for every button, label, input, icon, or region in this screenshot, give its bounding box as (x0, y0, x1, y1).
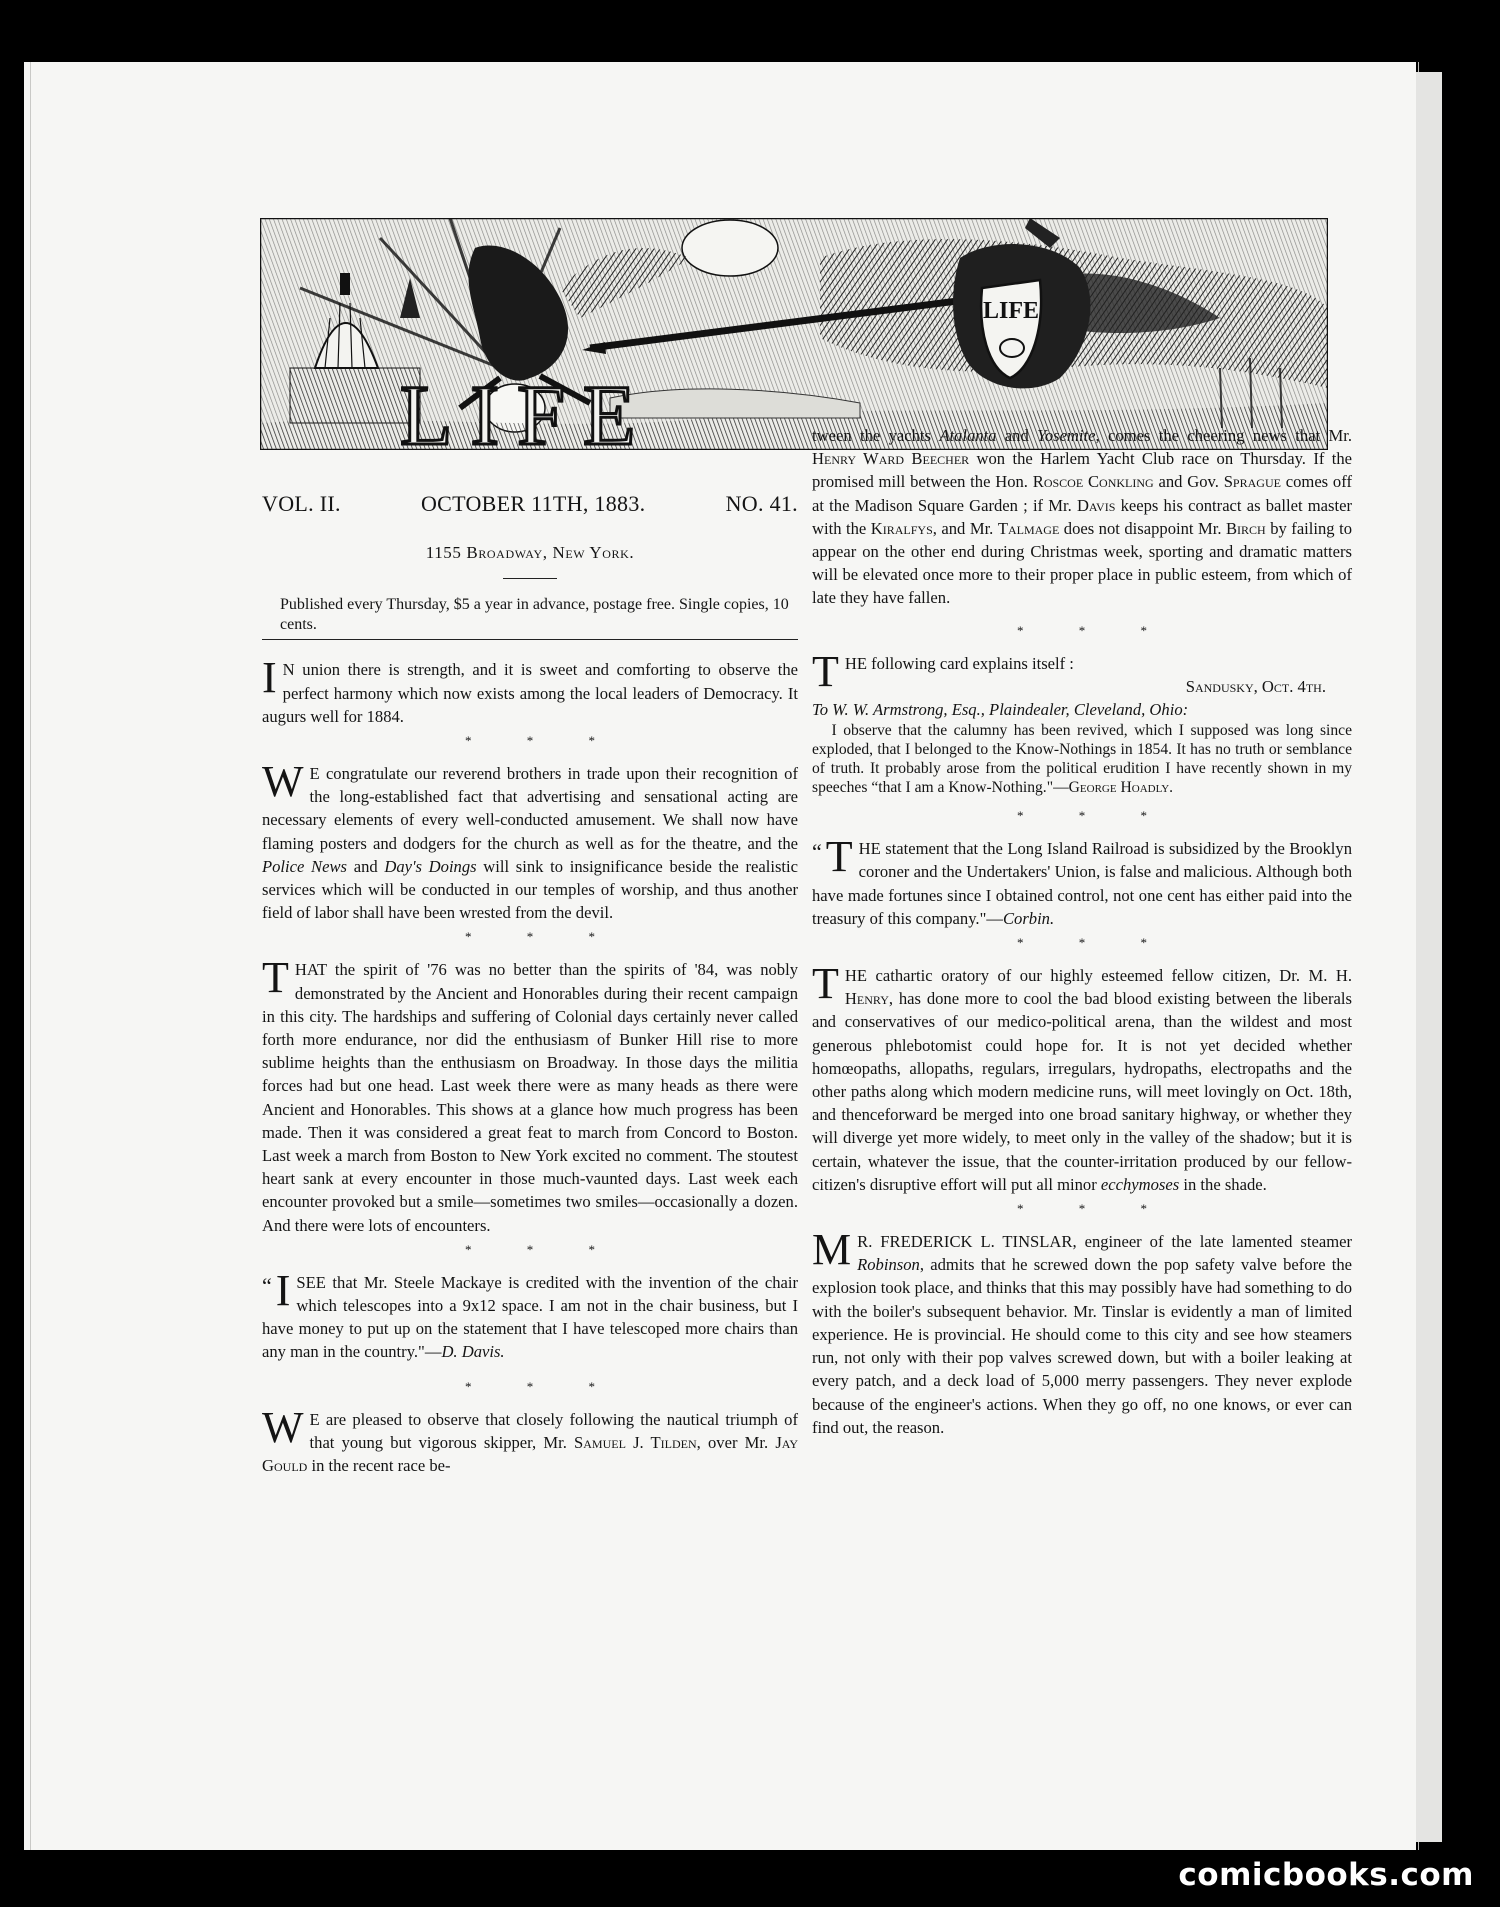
section-separator: * * * (1017, 808, 1173, 824)
paragraph-text: , and Mr. (932, 518, 998, 538)
address-street: Broadway, New York. (466, 543, 635, 563)
issue-number: NO. 41. (725, 491, 798, 516)
address-number: 1155 (425, 543, 462, 563)
editorial-paragraph (262, 653, 798, 728)
paragraph-text: HE statement that the Long Island Railroad is subsidized by the Brooklyn coroner and the Undertakers' Union, is false and malicious. Although both have made fortunes since I obtained control, not one cent has either paid into the treasury of this company."— (812, 839, 1352, 928)
paragraph-text: and Gov. (1153, 472, 1224, 492)
drop-cap: W (262, 757, 304, 807)
paragraph-text: N union there is strength, and it is sweet and comforting to observe the perfect harmony which now exists among the local leaders of Democracy. It augurs well for 1884. (262, 660, 798, 726)
drop-cap: I (262, 653, 277, 703)
section-separator: * * * (465, 1378, 621, 1394)
drop-cap: W (262, 1402, 304, 1452)
paragraph-text: , has done more to cool the bad blood existing between the liberals and conservatives of our medico-political arena, than the wildest and most generous phlebotomist could hope for. It is not yet decided whether homœopaths, allopaths, regulars, irregulars, hydropaths, electropaths and the other paths along which modern medicine runs, will meet lovingly on Oct. 18th, and thenceforward be merged into one broad sanitary highway, or whether they will diverge yet more widely, to meet only in the valley of the shadow; but it is certain, whatever the issue, that the counter-irritation produced by our fellow-citizen's disruptive effort will put all minor (812, 989, 1352, 1194)
card-dateline: Sandusky, Oct. 4th. (1185, 676, 1326, 696)
italic-title: Atalanta (939, 426, 997, 445)
section-separator: * * * (1017, 1201, 1173, 1217)
short-rule (503, 578, 557, 579)
paragraph-text: SEE that Mr. Steele Mackaye is credited with the invention of the chair which telescopes into a 9x12 space. I am not in the chair business, but I have money to put up on the statement that I have telescoped more chairs than any man in the country."— (262, 1272, 798, 1362)
quote-author: D. Davis. (441, 1342, 505, 1362)
drop-cap: T (812, 646, 839, 696)
paragraph-text: in the recent race be- (307, 1456, 451, 1476)
name-small-caps: Birch (1225, 518, 1266, 538)
italic-title: Robinson (857, 1255, 920, 1275)
paragraph-text: and (347, 856, 385, 876)
paragraph-text: will sink to insignificance beside the realistic services which will be conducted in our temples of worship, and thus another field of labor shall have been wrested from the devil. (262, 856, 798, 923)
name-small-caps: Jay Gould (262, 1432, 799, 1476)
facing-page-edge (1416, 72, 1442, 1842)
name-small-caps: Henry Ward Beecher (812, 449, 970, 469)
card-signature: George Hoadly. (1068, 779, 1174, 797)
editorial-paragraph (812, 959, 1352, 1196)
name-small-caps: Sprague (1223, 472, 1281, 492)
right-column (812, 424, 1352, 1439)
publication-note: Published every Thursday, $5 a year in advance, postage free. Single copies, 10 cents. (280, 596, 789, 634)
name-small-caps: Davis (1076, 495, 1116, 515)
paragraph-text: and (996, 426, 1038, 445)
italic-term: ecchymoses (1100, 1174, 1180, 1194)
card-body (812, 721, 1352, 797)
drop-cap: M (812, 1225, 852, 1275)
name-small-caps: Roscoe Conkling (1032, 472, 1154, 492)
editorial-paragraph (262, 1402, 799, 1478)
name-small-caps: Samuel J. Tilden (574, 1432, 697, 1452)
paragraph-text: , admits that he screwed down the pop safety valve before the explosion took place, and thinks that this may possibly have had something to do with the boiler's subsequent behavior. Mr. Tinslar is evidently a man of limited experience. He is provincial. He should come to this city and see how steamers run, not only with their pop valves screwed down, but with a boiler leaking at every patch, and a deck load of 5,000 merry passengers. They never explode because of the engineer's actions. When they go off, no one knows, or ever can find out, the reason. (812, 1255, 1352, 1437)
section-separator: * * * (1017, 935, 1173, 951)
paragraph-text: HE cathartic oratory of our highly esteemed fellow citizen, Dr. M. H. (844, 966, 1352, 986)
editorial-paragraph (262, 757, 798, 924)
paragraph-text: E congratulate our reverend brothers in trade upon their recognition of the long-established fact that advertising and sensational acting are necessary elements of every well-conducted amusement. We shall now have flaming posters and dodgers for the church as well as for the theatre, and the (262, 764, 798, 853)
section-separator: * * * (465, 733, 621, 749)
editorial-paragraph (262, 953, 798, 1236)
paragraph-text: by failing to appear on the other end during Christmas week, sporting and dramatic matters will be elevated once more to their proper place in public esteem, from which of late they have fallen. (812, 518, 1352, 608)
page-border-line (30, 62, 31, 1850)
paragraph-text: E are pleased to observe that closely following the nautical triumph of that young but vigorous skipper, Mr. (309, 1409, 798, 1452)
name-small-caps: Talmage (997, 518, 1060, 538)
paragraph-text: won the Harlem Yacht Club race on Thursday. If the promised mill between the Hon. (812, 449, 1353, 492)
issue-date: OCTOBER 11TH, 1883. (420, 491, 646, 516)
address-line (262, 541, 798, 564)
paragraph-text: comes off at the Madison Square Garden ; if Mr. (812, 472, 1352, 515)
section-rule (262, 639, 798, 640)
paragraph-text: keeps his contract as ballet master with the (812, 495, 1352, 538)
drop-cap: T (262, 953, 289, 1003)
paragraph-text: , comes the cheering news that Mr. (1095, 426, 1352, 445)
paragraph-text: HAT the spirit of '76 was no better than the spirits of '84, was nobly demonstrated by the Ancient and Honorables during their recent campaign in this city. The hardships and suffering of Colonial days certainly never called forth more endurance, nor did the enthusiasm of Bunker Hill rise to more sublime heights than the enthusiasm on Broadway. In those days the militia forces had but one head. Last week there were as many heads as there were Ancient and Honorables. This shows at a glance how much progress has been made. Then it was considered a great feat to march from Concord to Boston. Last week a march from Boston to New York excited no comment. The stoutest heart sank at every encounter in those much-vaunted days. Last week each encounter provoked but a smile—sometimes two smiles—occasionally a dozen. And there were lots of encounters. (262, 960, 798, 1235)
paragraph-text: tween the yachts (812, 426, 940, 445)
issue-line (262, 492, 798, 515)
life-logo-text: LIFE (400, 367, 654, 450)
masthead-illustration (260, 218, 1328, 450)
card-addressee: To W. W. Armstrong, Esq., Plaindealer, Cleveland, Ohio: (812, 700, 1189, 720)
open-quote: “ (262, 1272, 272, 1298)
section-separator: * * * (465, 1241, 621, 1257)
paragraph-text: does not disappoint Mr. (1059, 518, 1226, 538)
italic-title: Police News (262, 856, 348, 876)
left-column (262, 492, 798, 1477)
editorial-paragraph (812, 1225, 1352, 1439)
editorial-paragraph (812, 424, 1352, 610)
volume-label: VOL. II. (262, 491, 341, 516)
open-quote: “ (812, 839, 822, 865)
editorial-paragraph (262, 1265, 798, 1364)
drop-cap: T (825, 832, 853, 882)
paragraph-text: in the shade. (1179, 1174, 1267, 1194)
drop-cap: I (275, 1265, 291, 1315)
paragraph-text: HE following card explains itself : (844, 653, 1074, 673)
name-small-caps: Henry (844, 989, 889, 1009)
paragraph-text: , over Mr. (696, 1432, 776, 1452)
site-watermark: comicbooks.com (1178, 1857, 1474, 1893)
shield-lettering: LIFE (982, 298, 1040, 324)
drop-cap: T (812, 959, 839, 1009)
section-separator: * * * (465, 929, 621, 945)
name-small-caps: Kiralfys (870, 518, 933, 538)
section-separator: * * * (1017, 622, 1173, 638)
italic-title: Day's Doings (384, 856, 477, 876)
paragraph-text: R. FREDERICK L. TINSLAR, engineer of the late lamented steamer (857, 1232, 1352, 1252)
quote-author: Corbin. (1002, 908, 1055, 928)
paragraph-text: I observe that the calumny has been revived, which I supposed was long since exploded, that I belonged to the Know-Nothings in 1854. It has no truth or semblance of truth. It probably arose from the political erudition I have recently shown in my speeches “that I am a Know-Nothing."— (812, 722, 1353, 797)
editorial-paragraph (812, 832, 1352, 930)
italic-title: Yosemite (1037, 426, 1096, 445)
